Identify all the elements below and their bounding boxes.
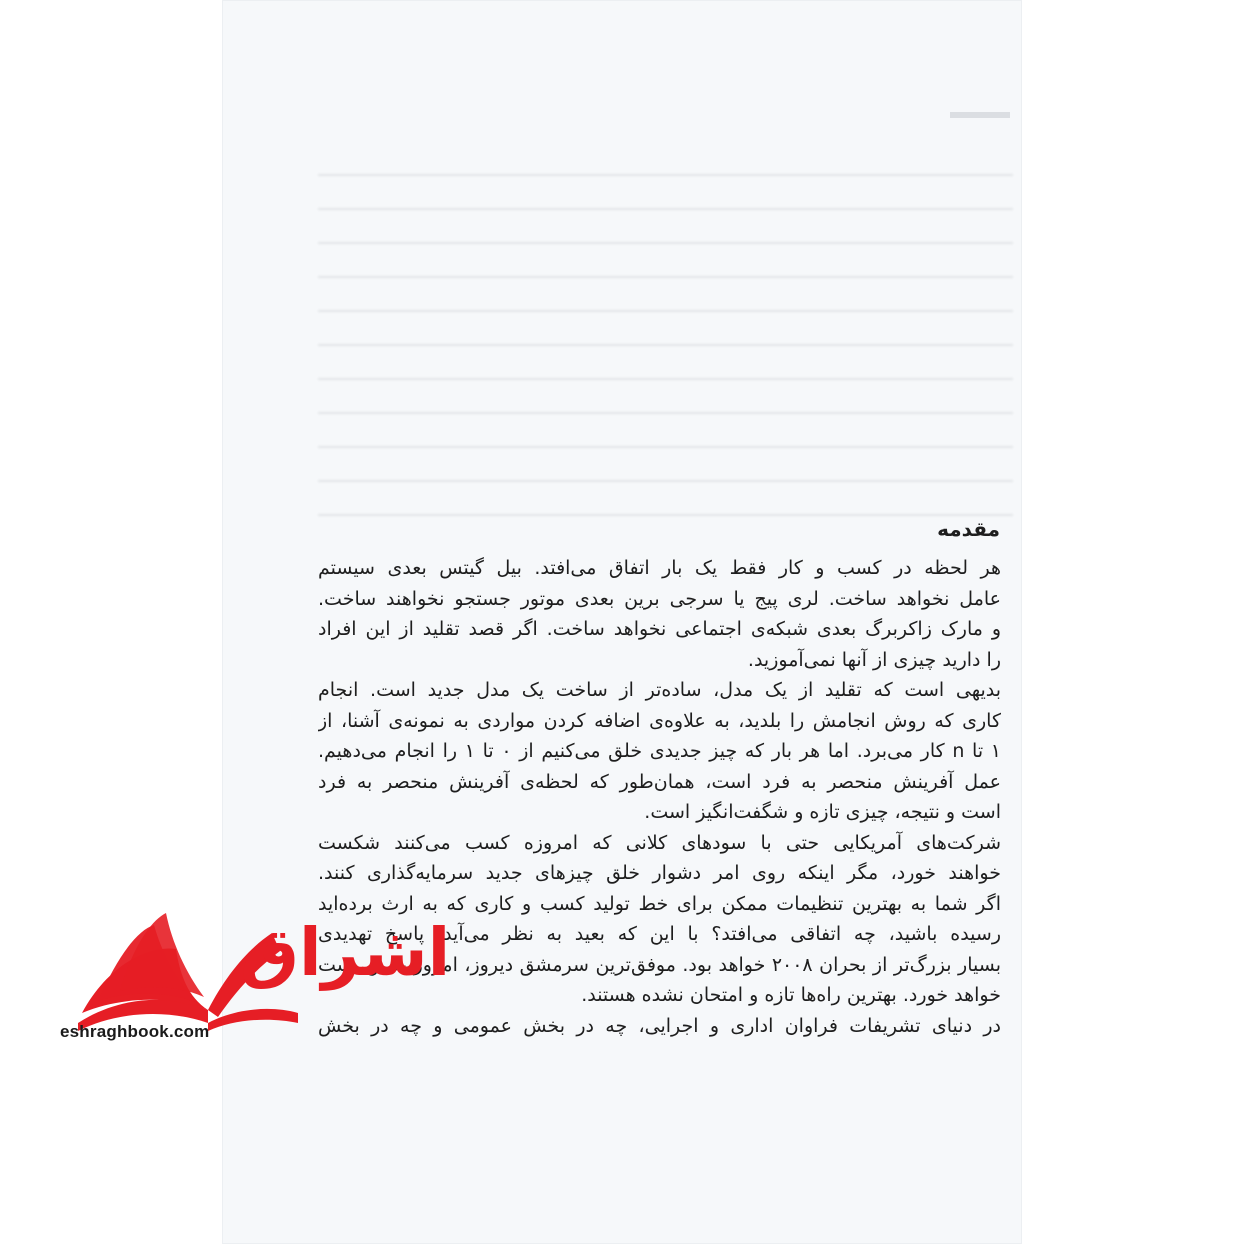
section-heading: مقدمه bbox=[937, 517, 1000, 541]
text-line: را دارید چیزی از آنها نمی‌آموزید. bbox=[747, 648, 1001, 671]
text-line: هر لحظه در کسب و کار فقط یک بار اتفاق می‌افتد. بیل گیتس بعدی سیستم bbox=[318, 557, 1001, 579]
bleed-through-header bbox=[950, 112, 1010, 118]
text-line: رسیده باشید، چه اتفاقی می‌افتد؟ با این که بعید به نظر می‌آید، پاسخ تهدیدی bbox=[318, 923, 1001, 945]
text-line: در دنیای تشریفات فراوان اداری و اجرایی، چه در بخش عمومی و چه در بخش bbox=[318, 1014, 1001, 1037]
logo-wordmark: اشراق bbox=[240, 914, 451, 991]
logo-url: eshraghbook.com bbox=[60, 1022, 210, 1041]
text-line: عمل آفرینش منحصر به فرد است، همان‌طور که لحظه‌ی آفرینش منحصر به فرد bbox=[318, 770, 1001, 793]
text-line: شرکت‌های آمریکایی حتی با سودهای کلانی که امروزه کسب می‌کنند شکست bbox=[318, 831, 1001, 854]
bleed-through-text bbox=[318, 160, 1013, 540]
text-line: و مارک زاکربرگ بعدی شبکه‌ی اجتماعی نخواهد ساخت. اگر قصد تقلید از این افراد bbox=[318, 618, 1001, 640]
text-line: اگر شما به بهترین تنظیمات ممکن برای خط تولید کسب و کاری که به ارث برده‌اید bbox=[318, 892, 1001, 915]
text-line: است و نتیجه، چیزی تازه و شگفت‌انگیز است. bbox=[644, 801, 1001, 823]
text-line: خواهند خورد، مگر اینکه روی امر دشوار خلق چیزهای جدید سرمایه‌گذاری کنند. bbox=[318, 862, 1001, 884]
text-line: بسیار بزرگ‌تر از بحران ۲۰۰۸ خواهد بود. موفق‌ترین سرمشق دیروز، امروز به بن بست bbox=[318, 953, 1001, 976]
text-line: عامل نخواهد ساخت. لری پیج یا سرجی برین بعدی موتور جستجو نخواهند ساخت. bbox=[318, 587, 1001, 610]
text-line: کاری که روش انجامش را بلدید، به علاوه‌ی اضافه کردن مواردی به نمونه‌ی آشنا، از bbox=[318, 709, 1001, 732]
text-line: خواهد خورد. بهترین راه‌ها تازه و امتحان نشده هستند. bbox=[581, 984, 1001, 1006]
text-line: بدیهی است که تقلید از یک مدل، ساده‌تر از ساخت یک مدل جدید است. انجام bbox=[318, 679, 1001, 701]
text-line: ۱ تا n کار می‌برد. اما هر بار که چیز جدیدی خلق می‌کنیم از ۰ تا ۱ را انجام می‌دهیم. bbox=[318, 740, 1001, 762]
